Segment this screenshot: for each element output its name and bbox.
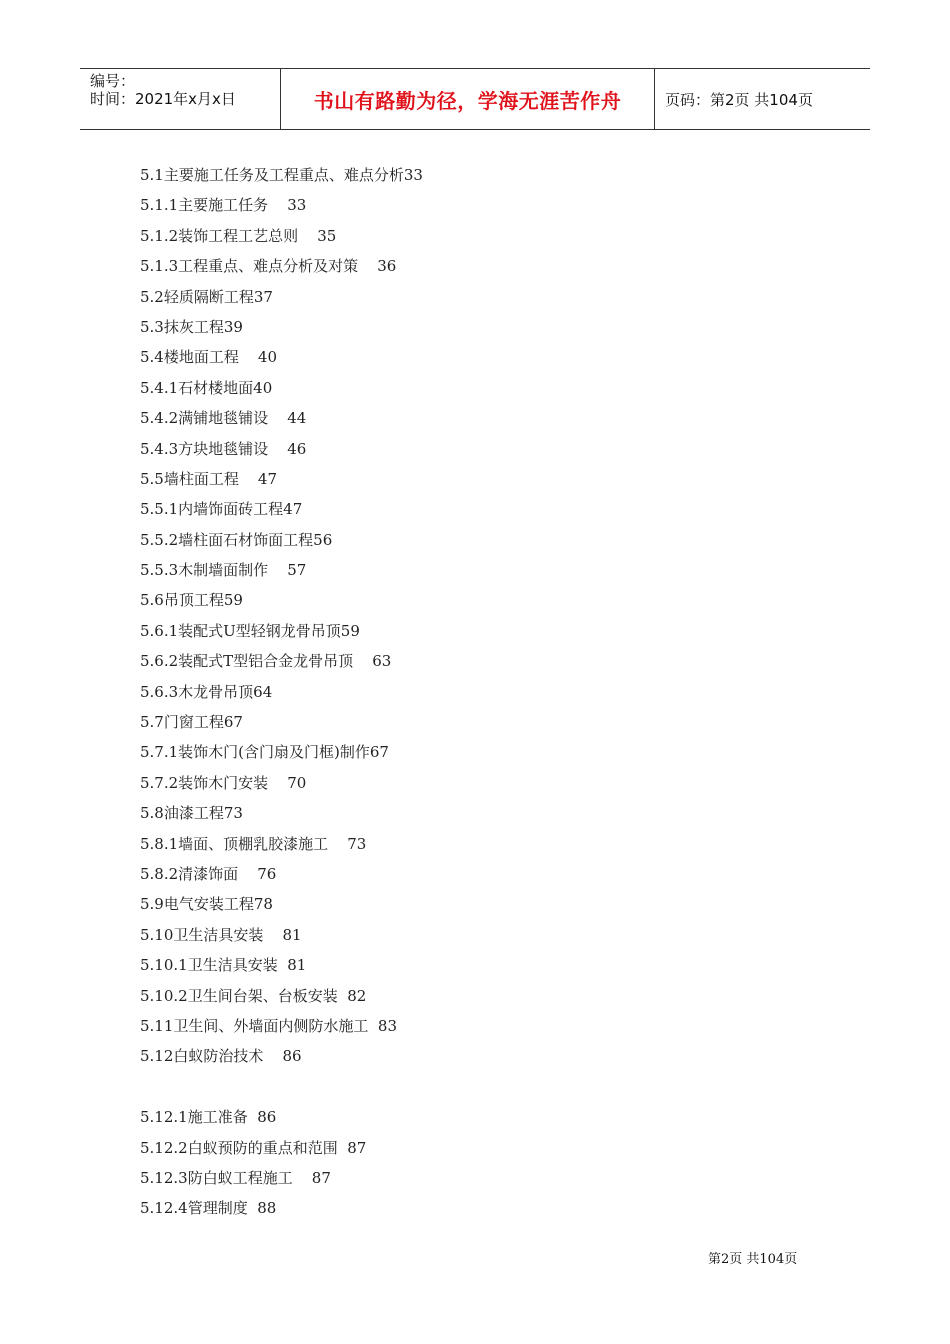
toc-entry[interactable]: 5.2轻质隔断工程37 xyxy=(140,287,273,306)
header-motto: 书山有路勤为径，学海无涯苦作舟 xyxy=(281,69,655,129)
header-meta-cell xyxy=(80,69,281,129)
page-header xyxy=(80,68,870,130)
toc-entry[interactable]: 5.12.2白蚁预防的重点和范围 87 xyxy=(140,1138,367,1157)
toc-entry[interactable]: 5.8.2清漆饰面 76 xyxy=(140,864,277,883)
code-label: 编号： xyxy=(90,72,136,90)
toc-entry[interactable]: 5.5.1内墙饰面砖工程47 xyxy=(140,500,303,519)
toc-entry[interactable]: 5.4.2满铺地毯铺设 44 xyxy=(140,409,307,428)
toc-entry[interactable]: 5.1.3工程重点、难点分析及对策 36 xyxy=(140,257,397,276)
toc-entry[interactable]: 5.5.3木制墙面制作 57 xyxy=(140,561,307,580)
toc-entry[interactable]: 5.10.1卫生洁具安装 81 xyxy=(140,956,307,975)
toc-gap xyxy=(140,1072,423,1102)
toc-entry[interactable]: 5.6吊顶工程59 xyxy=(140,591,243,610)
toc-entry[interactable]: 5.12.3防白蚁工程施工 87 xyxy=(140,1168,331,1187)
page-footer: 第2页 共104页 xyxy=(708,1252,798,1267)
toc-entry[interactable]: 5.10.2卫生间台架、台板安装 82 xyxy=(140,986,367,1005)
toc-entry[interactable]: 5.3抹灰工程39 xyxy=(140,317,243,336)
header-page-info: 页码：第2页 共104页 xyxy=(665,90,813,109)
toc-entry[interactable]: 5.6.2装配式T型铝合金龙骨吊顶 63 xyxy=(140,652,392,671)
toc-entry[interactable]: 5.4楼地面工程 40 xyxy=(140,348,278,367)
toc-entry[interactable]: 5.5.2墙柱面石材饰面工程56 xyxy=(140,530,333,549)
toc-entry[interactable]: 5.8油漆工程73 xyxy=(140,804,243,823)
toc-entry[interactable]: 5.11卫生间、外墙面内侧防水施工 83 xyxy=(140,1016,398,1035)
toc-entry[interactable]: 5.12.1施工准备 86 xyxy=(140,1108,277,1127)
toc-entry[interactable]: 5.7.1装饰木门(含门扇及门框)制作67 xyxy=(140,743,389,762)
toc-entry[interactable]: 5.7.2装饰木门安装 70 xyxy=(140,773,307,792)
toc-entry[interactable]: 5.1.1主要施工任务 33 xyxy=(140,196,307,215)
table-of-contents xyxy=(140,160,423,1224)
toc-entry[interactable]: 5.7门窗工程67 xyxy=(140,713,243,732)
toc-entry[interactable]: 5.12白蚁防治技术 86 xyxy=(140,1047,302,1066)
toc-entry[interactable]: 5.9电气安装工程78 xyxy=(140,895,273,914)
toc-entry[interactable]: 5.1.2装饰工程工艺总则 35 xyxy=(140,226,337,245)
toc-entry[interactable]: 5.5墙柱面工程 47 xyxy=(140,469,278,488)
toc-entry[interactable]: 5.12.4管理制度 88 xyxy=(140,1199,277,1218)
toc-entry[interactable]: 5.6.1装配式U型轻钢龙骨吊顶59 xyxy=(140,621,360,640)
toc-entry[interactable]: 5.4.3方块地毯铺设 46 xyxy=(140,439,307,458)
toc-entry[interactable]: 5.1主要施工任务及工程重点、难点分析33 xyxy=(140,166,423,184)
toc-entry[interactable]: 5.8.1墙面、顶棚乳胶漆施工 73 xyxy=(140,834,367,853)
toc-entry[interactable]: 5.4.1石材楼地面40 xyxy=(140,378,273,397)
toc-entry[interactable]: 5.6.3木龙骨吊顶64 xyxy=(140,682,273,701)
toc-entry[interactable]: 5.10卫生洁具安装 81 xyxy=(140,925,302,944)
time-label: 时间：2021年x月x日 xyxy=(90,90,236,108)
